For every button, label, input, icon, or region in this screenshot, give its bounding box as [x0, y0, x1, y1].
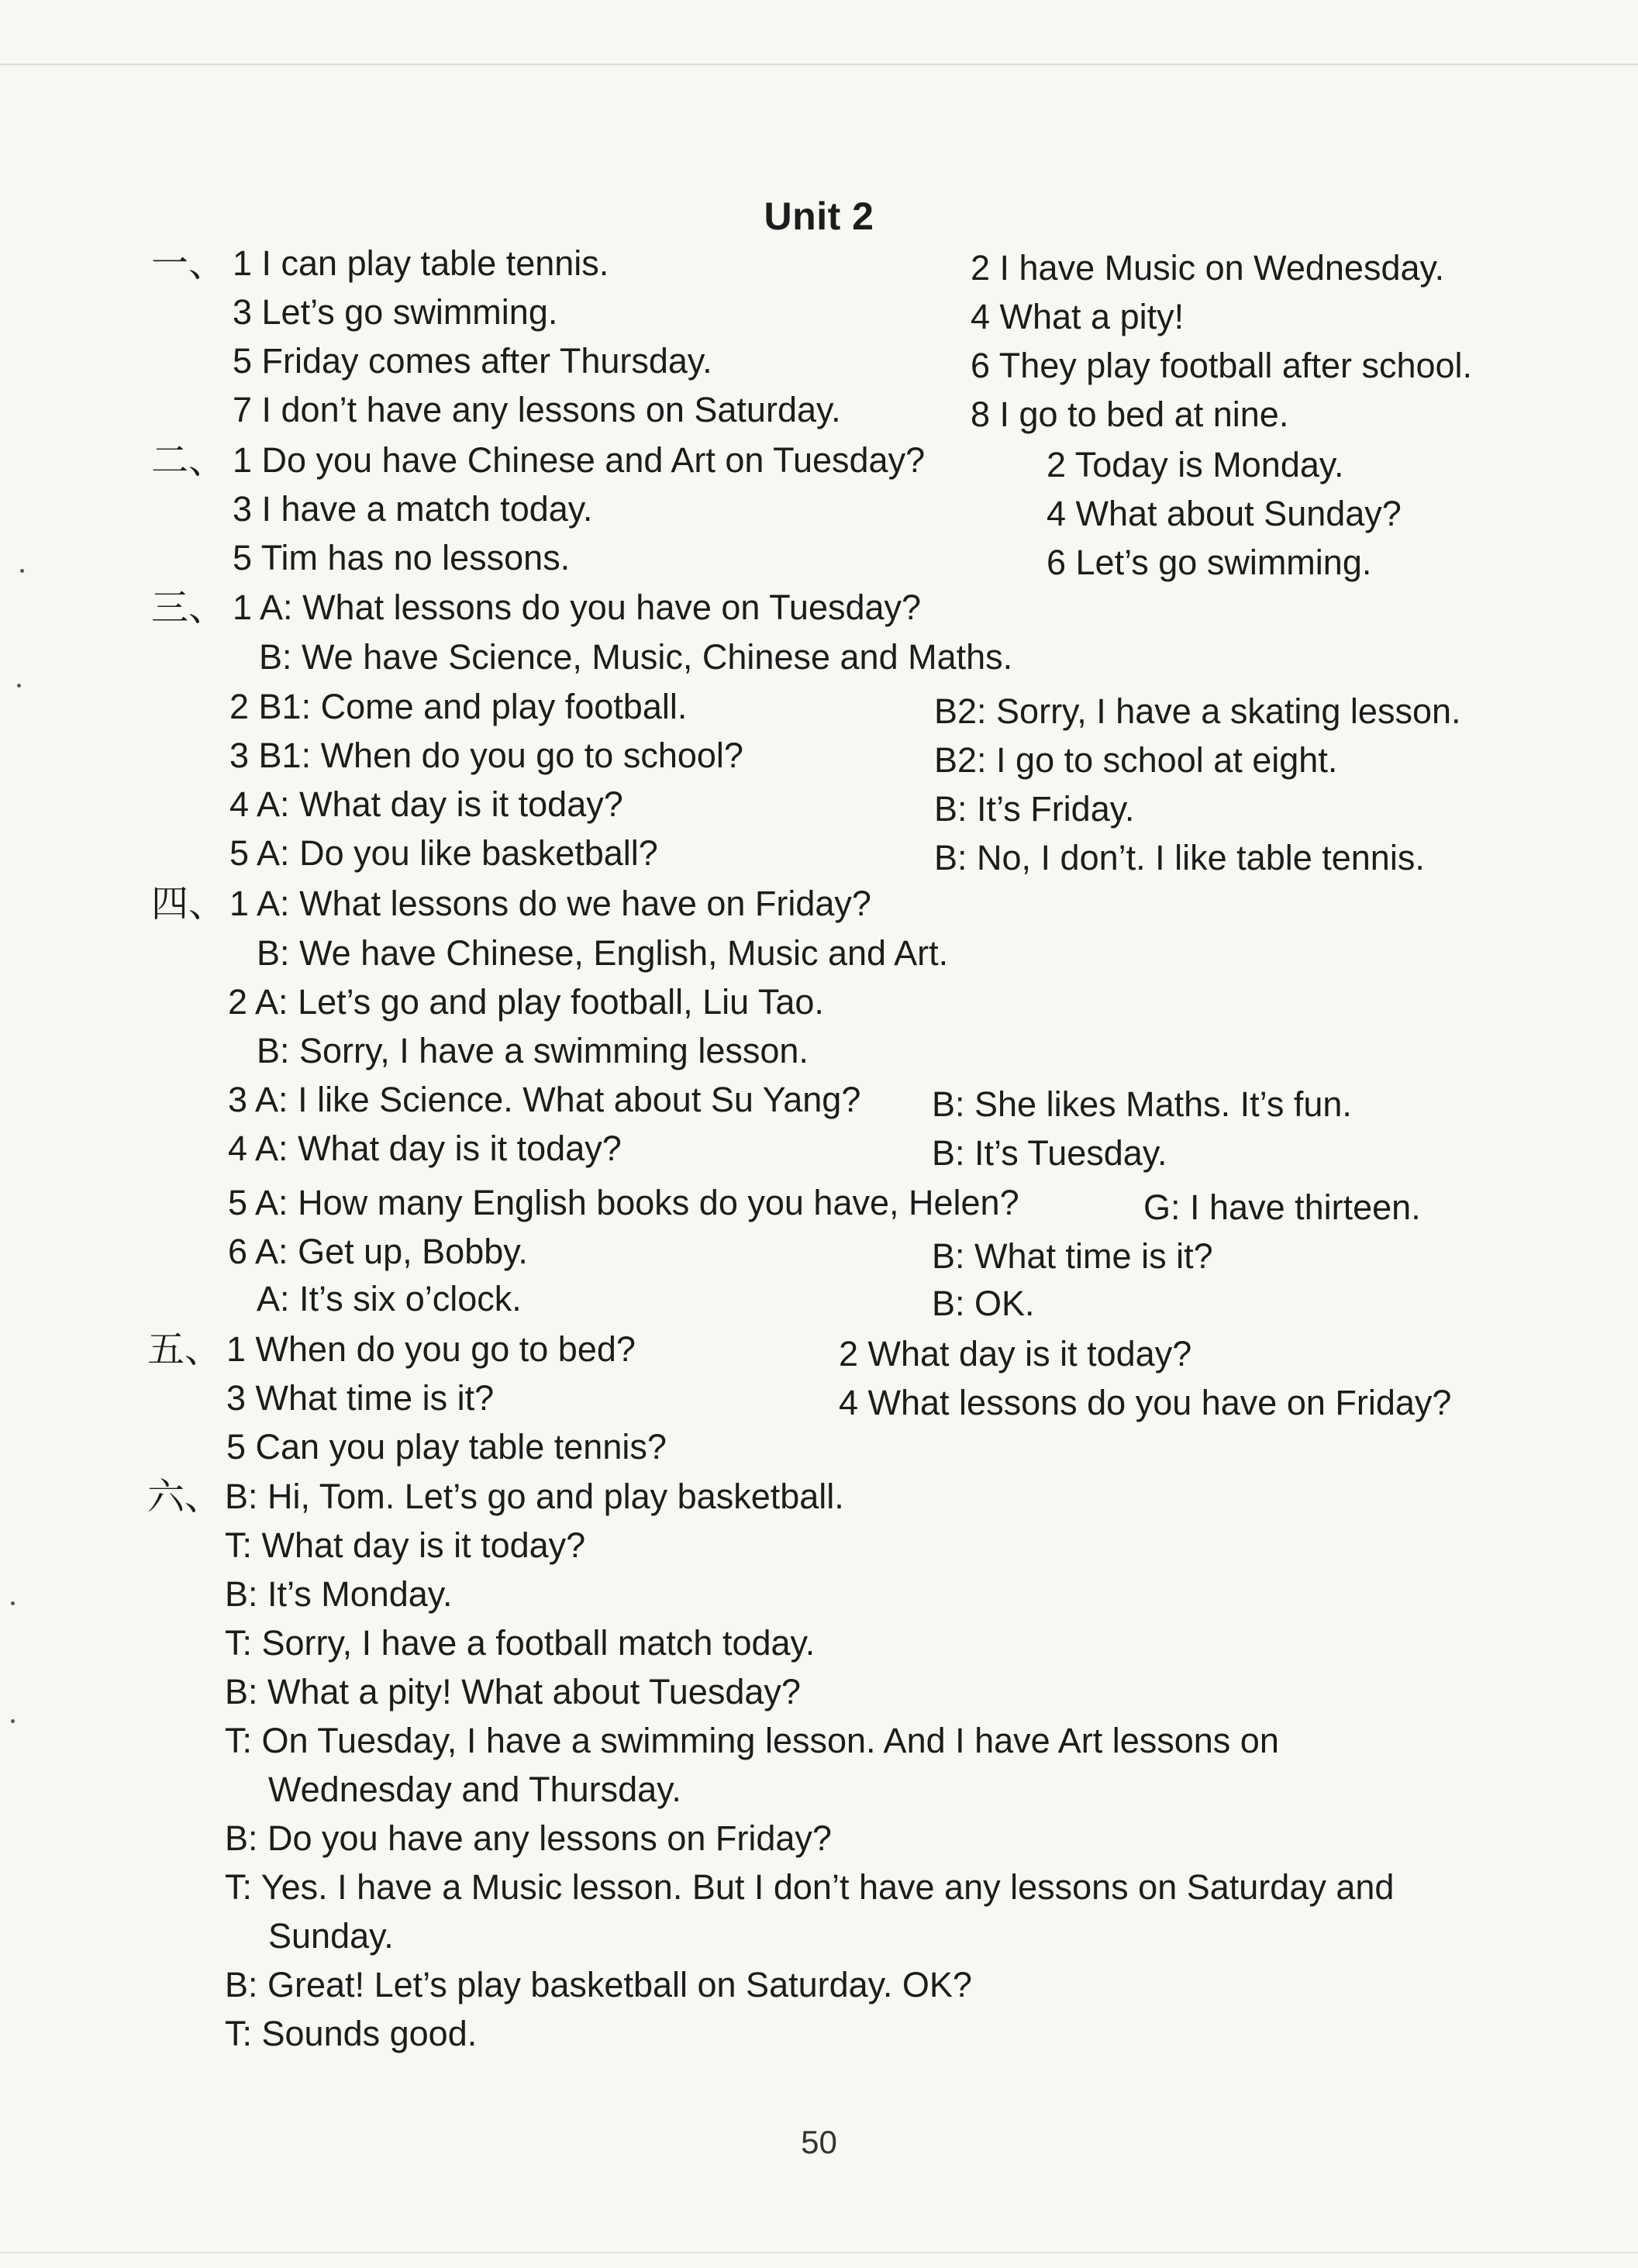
dialogue-line: T: What day is it today? [225, 1525, 586, 1565]
answer-line: 1 I can play table tennis. [233, 243, 609, 283]
scan-speck [11, 1601, 15, 1605]
answer-line: 1 When do you go to bed? [226, 1329, 636, 1369]
answer-line: 8 I go to bed at nine. [971, 395, 1289, 434]
answer-line: 6 They play football after school. [971, 346, 1473, 385]
answer-line: 6 A: Get up, Bobby. [228, 1232, 528, 1271]
answer-line: B2: I go to school at eight. [934, 740, 1338, 780]
answer-line: 3 B1: When do you go to school? [229, 736, 743, 775]
answer-line: 3 What time is it? [226, 1378, 495, 1418]
section-marker: 六、 [147, 1475, 222, 1518]
answer-line: B: We have Science, Music, Chinese and Maths. [259, 637, 1013, 677]
dialogue-line: B: Hi, Tom. Let’s go and play basketball. [225, 1477, 844, 1516]
section-marker: 三、 [151, 586, 226, 629]
answer-line: 1 A: What lessons do we have on Friday? [229, 884, 871, 923]
answer-line: 3 I have a match today. [233, 489, 593, 529]
answer-line: 2 Today is Monday. [1047, 445, 1344, 484]
answer-line: B: She likes Maths. It’s fun. [932, 1084, 1352, 1124]
dialogue-line: T: On Tuesday, I have a swimming lesson. And I have Art lessons on [225, 1721, 1279, 1760]
answer-line: 1 A: What lessons do you have on Tuesday? [233, 588, 922, 627]
answer-line: B: Sorry, I have a swimming lesson. [257, 1031, 809, 1070]
page-title: Unit 2 [764, 195, 874, 238]
section-marker: 四、 [151, 882, 226, 925]
dialogue-line: T: Sorry, I have a football match today. [225, 1623, 816, 1663]
bottom-divider [0, 2252, 1638, 2253]
answer-line: 4 What about Sunday? [1047, 494, 1402, 533]
answer-line: 2 I have Music on Wednesday. [971, 248, 1445, 288]
scan-speck [20, 569, 24, 573]
answer-line: 4 What a pity! [971, 297, 1185, 336]
answer-line: 5 Friday comes after Thursday. [233, 341, 712, 381]
answer-line: B: It’s Friday. [934, 789, 1135, 829]
section-marker: 一、 [151, 242, 226, 285]
scan-speck [11, 1719, 15, 1723]
answer-line: G: I have thirteen. [1143, 1187, 1421, 1227]
answer-line: 7 I don’t have any lessons on Saturday. [233, 390, 841, 429]
answer-line: 5 A: How many English books do you have, Helen? [228, 1183, 1019, 1222]
dialogue-line: B: It’s Monday. [225, 1574, 453, 1614]
answer-line: 3 A: I like Science. What about Su Yang? [228, 1080, 861, 1119]
dialogue-line: T: Sounds good. [225, 2014, 478, 2053]
answer-line: B2: Sorry, I have a skating lesson. [934, 691, 1461, 731]
answer-line: 2 A: Let’s go and play football, Liu Tao. [228, 982, 824, 1022]
answer-line: B: What time is it? [932, 1236, 1213, 1276]
dialogue-line: B: Great! Let’s play basketball on Saturday. OK? [225, 1965, 972, 2004]
answer-line: 3 Let’s go swimming. [233, 292, 558, 332]
section-marker: 二、 [151, 439, 226, 482]
answer-line: 5 Tim has no lessons. [233, 538, 571, 577]
scan-speck [17, 684, 21, 688]
answer-line: 4 A: What day is it today? [228, 1129, 622, 1168]
answer-line: 6 Let’s go swimming. [1047, 543, 1372, 582]
section-marker: 五、 [147, 1328, 222, 1371]
answer-line: 1 Do you have Chinese and Art on Tuesday? [233, 440, 926, 480]
answer-line: A: It’s six o’clock. [257, 1279, 522, 1318]
answer-line: 5 A: Do you like basketball? [229, 833, 658, 873]
dialogue-line: T: Yes. I have a Music lesson. But I don’t have any lessons on Saturday and [225, 1867, 1395, 1907]
answer-line: 4 What lessons do you have on Friday? [839, 1383, 1452, 1422]
page-number: 50 [801, 2124, 837, 2160]
dialogue-line: B: What a pity! What about Tuesday? [225, 1672, 801, 1711]
answer-line: 2 B1: Come and play football. [229, 687, 688, 726]
answer-line: B: It’s Tuesday. [932, 1133, 1167, 1173]
answer-line: B: No, I don’t. I like table tennis. [934, 838, 1425, 877]
top-divider [0, 64, 1638, 65]
answer-line: 4 A: What day is it today? [229, 784, 623, 824]
dialogue-line: B: Do you have any lessons on Friday? [225, 1818, 832, 1858]
answer-line: 2 What day is it today? [839, 1334, 1192, 1374]
dialogue-line: Sunday. [268, 1916, 394, 1956]
answer-line: B: OK. [932, 1284, 1035, 1323]
dialogue-line: Wednesday and Thursday. [268, 1770, 681, 1809]
answer-line: 5 Can you play table tennis? [226, 1427, 667, 1467]
answer-line: B: We have Chinese, English, Music and Art. [257, 933, 949, 973]
